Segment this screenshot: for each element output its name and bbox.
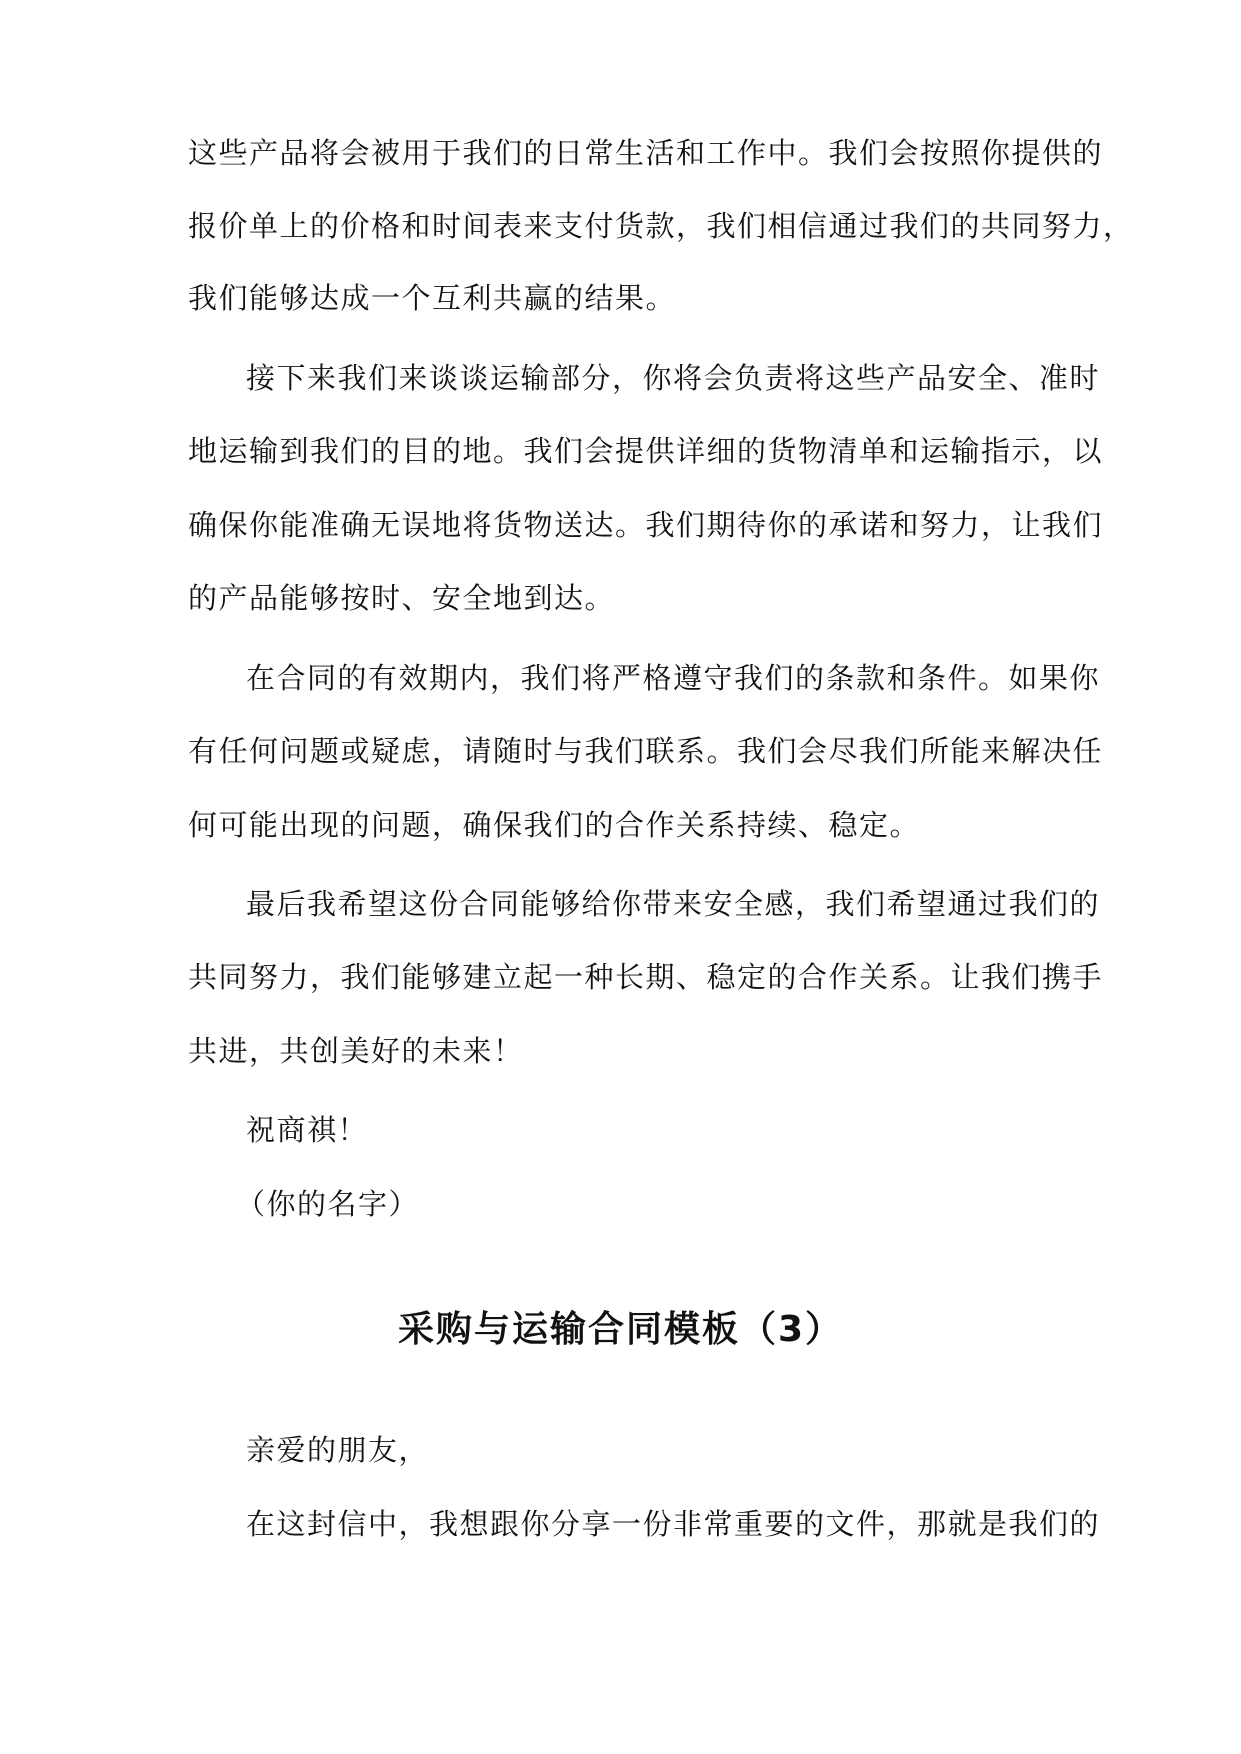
paragraph-line: 报价单上的价格和时间表来支付货款，我们相信通过我们的共同努力，: [188, 209, 1134, 243]
paragraph-line: 共进，共创美好的未来！: [188, 1034, 524, 1068]
signature-line: （你的名字）: [236, 1187, 420, 1221]
paragraph-line: 何可能出现的问题，确保我们的合作关系持续、稳定。: [188, 808, 921, 842]
paragraph-line: 我们能够达成一个互利共赢的结果。: [188, 281, 677, 315]
paragraph-line: 地运输到我们的目的地。我们会提供详细的货物清单和运输指示，以: [188, 434, 1104, 468]
salutation-line: 亲爱的朋友，: [246, 1433, 430, 1467]
closing-line: 祝商祺！: [246, 1113, 369, 1147]
paragraph-line: 有任何问题或疑虑，请随时与我们联系。我们会尽我们所能来解决任: [188, 734, 1104, 768]
paragraph-line: 共同努力，我们能够建立起一种长期、稳定的合作关系。让我们携手: [188, 960, 1104, 994]
paragraph-line: 的产品能够按时、安全地到达。: [188, 581, 616, 615]
paragraph-line: 确保你能准确无误地将货物送达。我们期待你的承诺和努力，让我们: [188, 508, 1104, 542]
paragraph-line: 最后我希望这份合同能够给你带来安全感，我们希望通过我们的: [246, 887, 1101, 921]
paragraph-line: 接下来我们来谈谈运输部分，你将会负责将这些产品安全、准时: [246, 361, 1101, 395]
paragraph-line: 在合同的有效期内，我们将严格遵守我们的条款和条件。如果你: [246, 661, 1101, 695]
section-title: 采购与运输合同模板（3）: [397, 1309, 844, 1350]
paragraph-line: 这些产品将会被用于我们的日常生活和工作中。我们会按照你提供的: [188, 136, 1104, 170]
paragraph-line: 在这封信中，我想跟你分享一份非常重要的文件，那就是我们的: [246, 1507, 1101, 1541]
